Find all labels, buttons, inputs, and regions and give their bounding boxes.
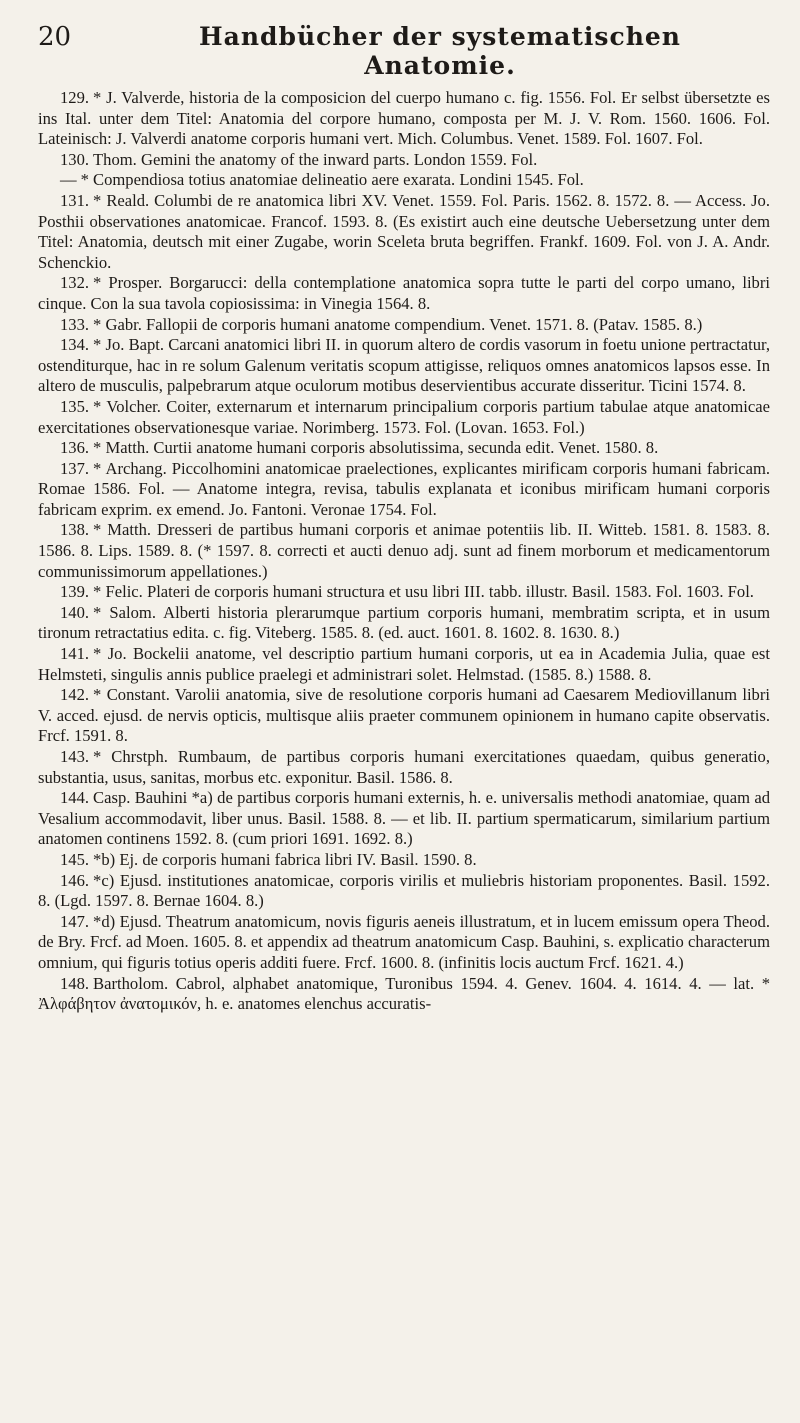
entry-number: 132. — [60, 273, 90, 293]
entry-text: * Gabr. Fallopii de corporis humani anatome compendium. Venet. 1571. 8. (Patav. 1585. 8.) — [93, 314, 703, 334]
entry-text: *d) Ejusd. Theatrum anatomicum, novis figuris aeneis illustratum, et in lucem emissum opera Theod. de Bry. Frcf. ad Moen. 1605. 8. et appendix ad theatrum anatomicum Casp. Bauhini, s. explicatio characterum omnium, qui figuris totius operis additi fuere. Frcf. 1600. 8. (infinitis locis auctum Frcf. 1621. 4.) — [38, 911, 770, 972]
entry-number: 129. — [60, 88, 90, 107]
entry-text: * Felic. Plateri de corporis humani structura et usu libri III. tabb. illustr. Basil. 1583. Fol. 1603. Fol. — [93, 582, 754, 602]
entry-number: — — [60, 170, 77, 190]
entry-text: * Prosper. Borgarucci: della contemplatione anatomica sopra tutte le parti del corpo umano, libri cinque. Con la sua tavola copiosissima: in Vinegia 1564. 8. — [38, 273, 770, 313]
entry-number: 134. — [60, 335, 90, 355]
bibliography-entry — [38, 520, 770, 582]
entry-number: 143. — [60, 747, 90, 766]
bibliography-entry — [38, 397, 770, 438]
bibliography-entry — [38, 335, 770, 397]
entry-text: * Chrstph. Rumbaum, de partibus corporis humani exercitationes quaedam, quibus generatio, substantia, usus, sanitas, morbus etc. exponitur. Basil. 1586. 8. — [38, 747, 770, 787]
entry-number: 135. — [60, 396, 90, 416]
entry-text: * Constant. Varolii anatomia, sive de resolutione corporis humani ad Caesarem Mediovillanum libri V. acced. ejusd. de nervis opticis, multisque aliis praeter communem opinionem in humano capite observatis. Frcf. 1591. 8. — [38, 685, 770, 746]
bibliography-entry — [38, 315, 770, 336]
bibliography-list — [38, 88, 770, 1015]
entry-text: *c) Ejusd. institutiones anatomicae, corporis virilis et muliebris historiam proponentes. Basil. 1592. 8. (Lgd. 1597. 8. Bernae 1604. 8.) — [38, 870, 770, 911]
entry-text: * Matth. Dresseri de partibus humani corporis et animae potentiis lib. II. Witteb. 1581. 8. 1583. 8. 1586. 8. Lips. 1589. 8. (* 1597. 8. correcti et aucti denuo adj. sunt ad finem morborum et medicamentorum communissimorum appellationes.) — [38, 520, 770, 581]
entry-number: 146. — [60, 870, 90, 890]
bibliography-entry — [38, 603, 770, 644]
bibliography-entry — [38, 788, 770, 850]
bibliography-entry — [38, 582, 770, 603]
entry-number: 144. — [60, 788, 90, 808]
entry-text: * Jo. Bockelii anatome, vel descriptio partium humani corporis, ut ea in Academia Julia, quae est Helmsteti, singulis annis publice praelegi et administrari solet. Helmstad. (1585. 8.) 1588. 8. — [38, 644, 770, 684]
entry-number: 130. — [60, 149, 90, 169]
bibliography-entry — [38, 273, 770, 314]
entry-text: Bartholom. Cabrol, alphabet anatomique, Turonibus 1594. 4. Genev. 1604. 4. 1614. 4. — lat. * Ἀλφάβητον ἀνατομικόν, h. e. anatomes elenchus accuratis- — [38, 973, 770, 1014]
entry-text: * J. Valverde, historia de la composicion del cuerpo humano c. fig. 1556. Fol. Er selbst übersetzte es ins Ital. unter dem Titel: Anatomia del corpore humano, composta per M. J. V. Rom. 1560. 1606. Fol. Lateinisch: J. Valverdi anatome corporis humani vert. Mich. Columbus. Venet. 1589. Fol. 1607. Fol. — [38, 88, 770, 149]
bibliography-entry — [38, 747, 770, 788]
bibliography-entry — [38, 438, 770, 459]
bibliography-entry — [38, 150, 770, 171]
entry-text: Thom. Gemini the anatomy of the inward parts. London 1559. Fol. — [93, 149, 538, 169]
entry-number: 139. — [60, 582, 90, 602]
entry-number: 141. — [60, 644, 90, 664]
bibliography-entry — [38, 850, 770, 871]
bibliography-entry — [38, 88, 770, 150]
entry-text: *b) Ej. de corporis humani fabrica libri IV. Basil. 1590. 8. — [93, 849, 477, 869]
page-header — [0, 0, 800, 80]
entry-text: * Reald. Columbi de re anatomica libri XV. Venet. 1559. Fol. Paris. 1562. 8. 1572. 8. — Access. Jo. Posthii observationes anatomicae. Francof. 1593. 8. (Es existirt auch eine deutsche Uebersetzung unter dem Titel: Anatomia, deutsch mit einer Zugabe, worin Sceleta bruta begriffen. Frankf. 1609. Fol. von J. A. Andr. Schenckio. — [38, 190, 770, 272]
entry-number: 142. — [60, 685, 90, 705]
entry-text: * Archang. Piccolhomini anatomicae praelectiones, explicantes mirificam corporis humani fabricam. Romae 1586. Fol. — Anatome integra, revisa, tabulis explanata et iconibus mirificam humani corporis fabricam exprim. ex emend. Jo. Fantoni. Veronae 1754. Fol. — [38, 458, 770, 519]
entry-number: 138. — [60, 520, 90, 540]
bibliography-entry — [38, 644, 770, 685]
entry-text: * Jo. Bapt. Carcani anatomici libri II. in quorum altero de cordis vasorum in foetu unione pertractatur, ostenditurque, hac in re solum Galenum veritatis scopum attigisse, reliquos omnes anatomicos lapsos esse. In altero de musculis, palpebrarum atque oculorum motibus deservientibus accurate disseritur. Ticini 1574. 8. — [38, 335, 770, 396]
entry-number: 133. — [60, 314, 90, 334]
entry-number: 131. — [60, 190, 90, 210]
bibliography-entry — [38, 685, 770, 747]
bibliography-entry — [38, 912, 770, 974]
entry-text: * Volcher. Coiter, externarum et internarum principalium corporis partium tabulae atque anatomicae exercitationes observationesque variae. Norimberg. 1573. Fol. (Lovan. 1653. Fol.) — [38, 396, 770, 437]
entry-text: * Salom. Alberti historia plerarumque partium corporis humani, membratim scripta, et in usum tironum retractatius edita. c. fig. Viteberg. 1585. 8. (ed. auct. 1601. 8. 1602. 8. 1630. 8.) — [38, 602, 770, 643]
entry-number: 140. — [60, 602, 90, 622]
bibliography-entry — [38, 191, 770, 273]
entry-text: * Matth. Curtii anatome humani corporis absolutissima, secunda edit. Venet. 1580. 8. — [93, 438, 659, 458]
bibliography-entry — [38, 871, 770, 912]
running-title: Handbücher der systematischen Anatomie. — [199, 22, 681, 80]
entry-number: 145. — [60, 849, 90, 869]
entry-number: 137. — [60, 458, 90, 478]
bibliography-entry — [38, 974, 770, 1015]
bibliography-entry — [38, 459, 770, 521]
entry-number: 148. — [60, 973, 90, 993]
entry-number: 147. — [60, 911, 90, 931]
bibliography-entry — [38, 170, 770, 191]
entry-text: * Compendiosa totius anatomiae delineatio aere exarata. Londini 1545. Fol. — [80, 170, 584, 190]
entry-text: Casp. Bauhini *a) de partibus corporis humani externis, h. e. universalis methodi anatomiae, quam ad Vesalium accommodavit, liber unus. Basil. 1588. 8. — et lib. II. partium spermaticarum, similarium partium anatomen continens 1592. 8. (cum priori 1691. 1692. 8.) — [38, 788, 770, 849]
entry-number: 136. — [60, 438, 90, 458]
page-number: 20 — [38, 22, 72, 52]
